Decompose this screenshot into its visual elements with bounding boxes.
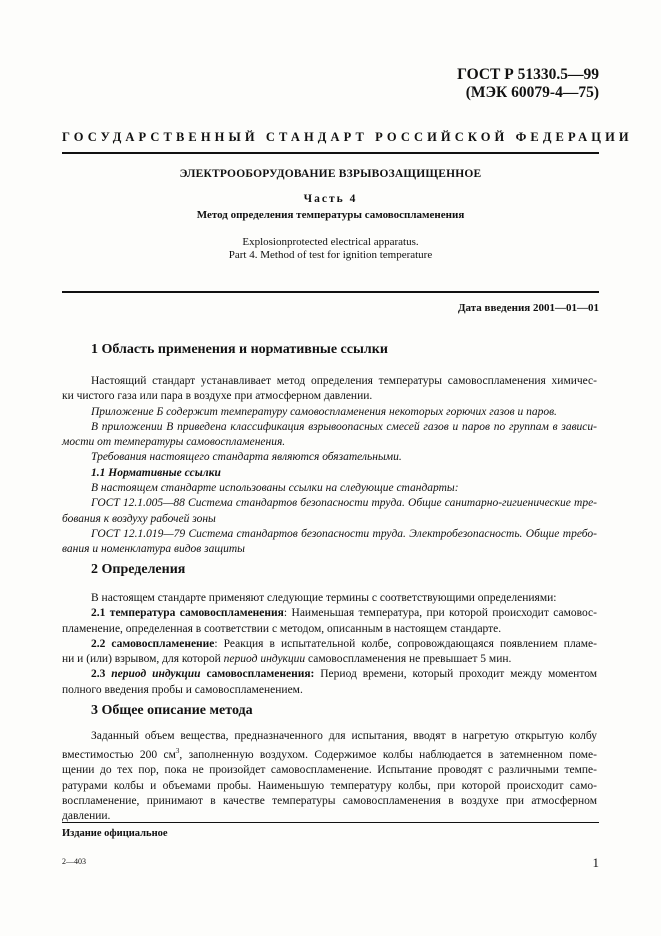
paragraph: мости от температуры самовоспламенения. — [62, 436, 286, 449]
state-standard-banner: ГОСУДАРСТВЕННЫЙ СТАНДАРТ РОССИЙСКОЙ ФЕДЕРАЦИИ — [62, 130, 633, 144]
paragraph: щении до тех пор, пока не произойдет самовоспламенение. Испытание проводят с различными темпе- — [62, 764, 597, 777]
term: 2.1 температура самовоспламенения — [91, 607, 284, 620]
subsection-heading: 1.1 Нормативные ссылки — [91, 466, 221, 479]
paragraph: Требования настоящего стандарта являются обязательными. — [91, 451, 402, 464]
section-2-body — [62, 591, 597, 698]
definition: 2.2 самовоспламенение: Реакция в испытательной колбе, сопровождающаяся появлением пламе- — [91, 637, 597, 650]
title-rule — [62, 291, 599, 293]
gost-designation — [457, 66, 599, 102]
reference-item: ГОСТ 12.1.019—79 Система стандартов безопасности труда. Электробезопасность. Общие требо- — [91, 527, 597, 540]
part-label: Часть 4 — [303, 193, 358, 205]
print-code: 2—403 — [62, 857, 86, 866]
header-rule — [62, 152, 599, 154]
definition: 2.1 температура самовоспламенения: Наименьшая температура, при которой происходит самовос- — [91, 607, 597, 620]
paragraph: В приложении В приведена классификация взрывоопасных смесей газов и паров по группам в зависи- — [91, 420, 597, 433]
definition-continuation: пламенение, определенная в соответствии с методом, описанным в настоящем стандарте. — [62, 622, 502, 635]
definition-continuation: полного введения пробы и самовоспламенением. — [62, 683, 303, 696]
term: 2.2 самовоспламенение — [91, 637, 215, 650]
reference-item: ГОСТ 12.1.005—88 Система стандартов безопасности труда. Общие санитарно-гигиенические тре- — [91, 497, 597, 510]
paragraph: воспламенение, принимают в качестве температуры самовоспламенения в воздухе при атмосферном — [62, 795, 597, 808]
gost-number: ГОСТ Р 51330.5—99 — [457, 66, 599, 83]
reference-item: бования к воздуху рабочей зоны — [62, 512, 216, 525]
reference-item: вания и номенклатура видов защиты — [62, 543, 245, 556]
english-title-line-1: Explosionprotected electrical apparatus. — [242, 236, 419, 248]
part-title: Метод определения температуры самовоспламенения — [196, 209, 465, 221]
paragraph: вместимостью 200 $см^3$, заполненную воздухом. Содержимое колбы наблюдается в затемненном поме- — [62, 747, 597, 762]
paragraph: Настоящий стандарт устанавливает метод определения температуры самовоспламенения химичес- — [91, 375, 597, 387]
section-1-heading: 1 Область применения и нормативные ссылки — [91, 342, 388, 357]
document-title: ЭЛЕКТРООБОРУДОВАНИЕ ВЗРЫВОЗАЩИЩЕННОЕ — [179, 168, 482, 180]
footer-rule — [62, 822, 599, 823]
paragraph: В настоящем стандарте применяют следующие термины с соответствующими определениями: — [91, 592, 557, 604]
english-title-line-2: Part 4. Method of test for ignition temperature — [228, 249, 433, 261]
section-3-body — [62, 729, 597, 825]
section-2-heading: 2 Определения — [91, 562, 186, 577]
introduction-date: Дата введения 2001—01—01 — [457, 302, 599, 314]
section-3-heading: 3 Общее описание метода — [91, 703, 253, 718]
paragraph: В настоящем стандарте использованы ссылки на следующие стандарты: — [91, 482, 459, 495]
paragraph: ки чистого газа или пара в воздухе при атмосферном давлении. — [62, 390, 373, 403]
paragraph: Заданный объем вещества, предназначенного для испытания, вводят в нагретую открытую колбу — [91, 730, 597, 742]
section-1-body — [62, 374, 597, 558]
paragraph: ратурами колбы и объемами пробы. Наименьшую температуру колбы, при которой происходит само- — [62, 779, 597, 792]
definition: 2.3 период индукции самовоспламенения: Период времени, который проходит между моментом — [91, 668, 598, 681]
edition-label: Издание официальное — [62, 828, 168, 839]
definition-continuation: ни и (или) взрывом, для которой период индукции самовоспламенения не превышает 5 мин. — [62, 653, 512, 666]
paragraph: давлении. — [62, 810, 111, 823]
paragraph: Приложение Б содержит температуру самовоспламенения некоторых горючих газов и паров. — [91, 405, 557, 418]
iec-number: (МЭК 60079-4—75) — [465, 84, 599, 101]
page-number: 1 — [592, 855, 599, 870]
